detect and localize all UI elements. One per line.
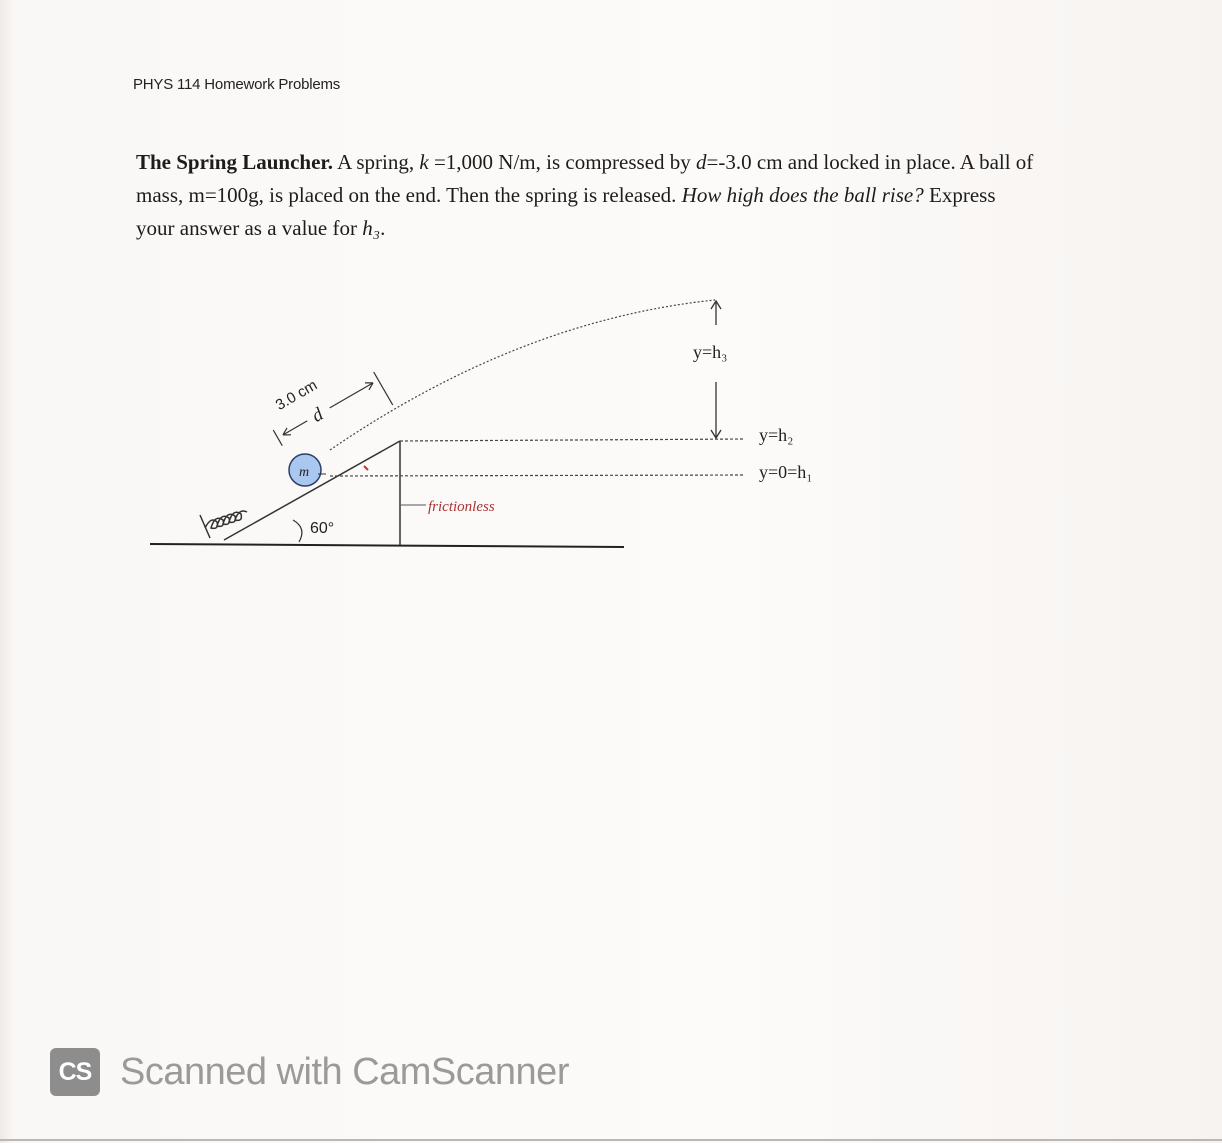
spring-coils [205, 511, 247, 528]
h3-symbol: h₃ [362, 216, 381, 240]
problem-question: How high does the ball rise? [681, 183, 924, 207]
bottom-edge [0, 1139, 1222, 1141]
camscanner-text: Scanned with CamScanner [120, 1050, 569, 1093]
label-h1: y=0=h₁ [759, 462, 813, 482]
problem-text-end: . [380, 216, 386, 240]
spring-base [200, 515, 210, 538]
compression-dimension [260, 349, 393, 463]
page-header: PHYS 114 Homework Problems [133, 76, 341, 93]
trajectory-curve [330, 300, 715, 450]
level-h2-line [400, 439, 745, 441]
ground-line [150, 544, 624, 547]
problem-text-1: A spring, [333, 150, 420, 174]
problem-title: The Spring Launcher. [136, 150, 334, 174]
k-symbol: k [419, 150, 429, 174]
problem-text-2: =1,000 N/m, is compressed by [428, 150, 697, 174]
level-h1-line [330, 475, 745, 476]
d-symbol: d [696, 150, 707, 174]
label-h3: y=h₃ [693, 342, 728, 362]
launch-point-mark [364, 466, 368, 470]
d-label: d [308, 403, 328, 427]
camscanner-watermark [50, 1048, 569, 1096]
angle-arc [293, 520, 302, 542]
mass-label: m [299, 465, 310, 480]
frictionless-label: frictionless [428, 499, 495, 515]
angle-label: 60° [310, 520, 335, 537]
problem-text-4: Express your answer as a value for [136, 183, 996, 240]
compression-label: 3.0 cm [272, 376, 321, 414]
label-h2: y=h₂ [759, 425, 794, 445]
camscanner-logo-icon: CS [50, 1048, 100, 1096]
problem-text-3: =-3.0 cm and locked in place. A ball of mass, m=100g, is placed on the end. Then the spring is released. [136, 150, 1034, 207]
